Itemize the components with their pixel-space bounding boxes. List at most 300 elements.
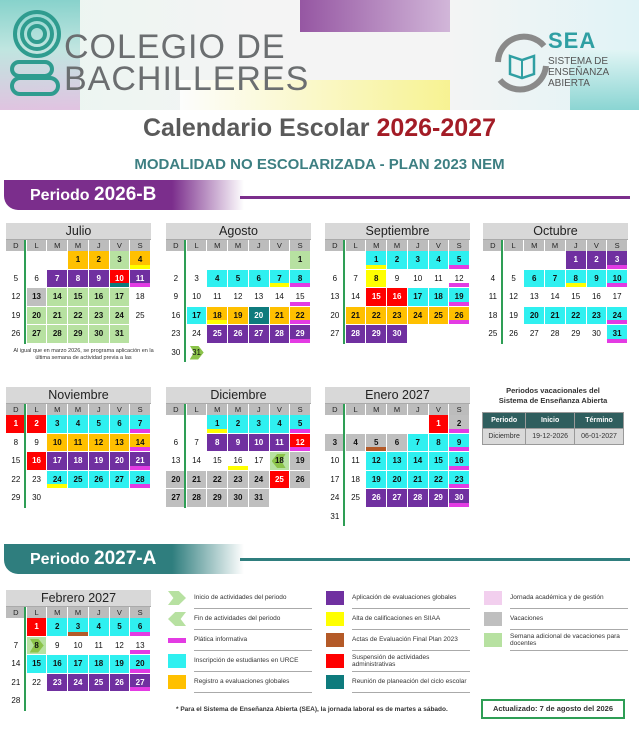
event-bar [130, 265, 150, 269]
empty-cell [346, 251, 367, 270]
event-bar [130, 283, 150, 287]
day-cell: 10 [110, 270, 131, 289]
day-cell: 17 [187, 307, 208, 326]
day-cell: 23 [166, 325, 187, 344]
day-cell: 22 [68, 307, 89, 326]
end-arrow-icon [168, 612, 186, 626]
legend-item: Registro a evaluaciones globales [168, 672, 314, 692]
day-cell: 11 [346, 452, 367, 471]
empty-cell [504, 251, 525, 270]
day-cell: 13 [110, 434, 131, 453]
day-cell: 22 [366, 307, 387, 326]
day-header: M [47, 404, 68, 415]
week-rule [184, 240, 186, 362]
day-cell: 31 [187, 344, 208, 363]
day-cell: 17 [68, 655, 89, 674]
day-cell: 29 [429, 489, 450, 508]
day-cell: 28 [346, 325, 367, 344]
day-cell: 11 [68, 434, 89, 453]
day-cell: 22 [6, 471, 27, 490]
day-cell: 27 [524, 325, 545, 344]
day-cell: 25 [270, 471, 291, 490]
day-cell: 28 [187, 489, 208, 508]
legend-item: Vacaciones [484, 609, 630, 629]
week-rule [343, 240, 345, 344]
month-enero [325, 387, 470, 526]
day-cell: 8 [207, 434, 228, 453]
day-cell: 12 [228, 288, 249, 307]
empty-cell [130, 325, 151, 344]
empty-cell [130, 489, 151, 508]
day-cell: 26 [110, 674, 131, 693]
day-cell: 12 [366, 452, 387, 471]
day-header: D [325, 240, 346, 251]
day-cell: 2 [27, 415, 48, 434]
start-arrow-icon [168, 591, 186, 605]
day-cell: 11 [483, 288, 504, 307]
day-cell: 27 [166, 489, 187, 508]
day-header: M [228, 404, 249, 415]
day-header: M [68, 607, 89, 618]
vac-header-inicio: Inicio [526, 413, 575, 429]
month-name: Agosto [166, 223, 311, 240]
day-cell: 24 [187, 325, 208, 344]
day-cell: 12 [504, 288, 525, 307]
empty-cell [27, 251, 48, 270]
day-cell: 27 [130, 674, 151, 693]
day-cell: 7 [270, 270, 291, 289]
day-cell: 9 [587, 270, 608, 289]
day-cell: 2 [449, 415, 470, 434]
day-cell: 22 [566, 307, 587, 326]
vac-header-periodo: Periodo [483, 413, 526, 429]
day-header: L [27, 607, 48, 618]
event-bar [449, 447, 469, 451]
day-cell: 4 [346, 434, 367, 453]
month-diciembre [166, 387, 311, 508]
empty-cell [249, 251, 270, 270]
week-rule [24, 404, 26, 508]
empty-cell [89, 692, 110, 711]
day-cell: 10 [47, 434, 68, 453]
event-bar [607, 283, 627, 287]
day-cell: 9 [89, 270, 110, 289]
day-cell: 3 [187, 270, 208, 289]
empty-cell [429, 325, 450, 344]
footer-note: * Para el Sistema de Enseñanza Abierta (SEA), la jornada laboral es de martes a sábado. [176, 706, 448, 713]
legend-item: Semana adicional de vacaciones para docentes [484, 630, 630, 650]
day-cell: 20 [110, 452, 131, 471]
day-cell: 5 [449, 251, 470, 270]
day-cell: 24 [68, 674, 89, 693]
day-cell: 9 [27, 434, 48, 453]
day-cell: 13 [166, 452, 187, 471]
vacations-table [482, 386, 624, 445]
day-header: M [387, 240, 408, 251]
day-cell: 24 [408, 307, 429, 326]
day-cell: 7 [545, 270, 566, 289]
empty-cell [187, 415, 208, 434]
day-cell: 15 [207, 452, 228, 471]
empty-cell [207, 251, 228, 270]
day-cell: 10 [68, 637, 89, 656]
event-bar [366, 447, 386, 451]
day-cell: 6 [387, 434, 408, 453]
day-header: S [290, 404, 311, 415]
day-cell: 16 [228, 452, 249, 471]
day-cell: 1 [429, 415, 450, 434]
day-cell: 11 [130, 270, 151, 289]
day-cell: 5 [290, 415, 311, 434]
day-cell: 1 [366, 251, 387, 270]
day-cell: 3 [68, 618, 89, 637]
day-cell: 26 [449, 307, 470, 326]
month-name: Julio [6, 223, 151, 240]
day-cell: 15 [27, 655, 48, 674]
day-cell: 4 [68, 415, 89, 434]
day-cell: 18 [207, 307, 228, 326]
day-cell: 1 [68, 251, 89, 270]
day-cell: 4 [89, 618, 110, 637]
empty-cell [228, 251, 249, 270]
day-header: L [27, 240, 48, 251]
day-cell: 5 [228, 270, 249, 289]
day-cell: 18 [130, 288, 151, 307]
empty-cell [366, 415, 387, 434]
empty-cell [47, 692, 68, 711]
legend-item: Reunión de planeación del ciclo escolar [326, 672, 472, 692]
day-cell: 5 [366, 434, 387, 453]
day-cell: 26 [504, 325, 525, 344]
day-cell: 2 [228, 415, 249, 434]
day-cell: 25 [483, 325, 504, 344]
day-header: V [587, 240, 608, 251]
day-cell: 8 [290, 270, 311, 289]
day-cell: 14 [47, 288, 68, 307]
event-bar [130, 650, 150, 654]
empty-cell [270, 344, 291, 363]
day-header: D [483, 240, 504, 251]
event-bar [566, 283, 586, 287]
event-bar [47, 484, 67, 488]
day-cell: 23 [27, 471, 48, 490]
day-cell: 3 [249, 415, 270, 434]
day-cell: 9 [47, 637, 68, 656]
day-cell: 18 [68, 452, 89, 471]
day-cell: 17 [249, 452, 270, 471]
event-bar [607, 265, 627, 269]
day-cell: 25 [130, 307, 151, 326]
legend-item: Inscripción de estudiantes en URCE [168, 651, 314, 671]
day-header: V [270, 240, 291, 251]
day-cell: 30 [387, 325, 408, 344]
day-header: D [166, 404, 187, 415]
week-rule [343, 404, 345, 526]
day-cell: 8 [27, 637, 48, 656]
legend-rule [510, 650, 628, 651]
day-cell: 30 [89, 325, 110, 344]
sea-title: SEA [548, 28, 597, 53]
day-header: M [47, 240, 68, 251]
vacations-title: Periodos vacacionales del Sistema de Enseñanza Abierta [498, 386, 608, 405]
day-cell: 21 [47, 307, 68, 326]
legend-swatch [326, 633, 344, 647]
day-cell: 4 [270, 415, 291, 434]
day-cell: 15 [429, 452, 450, 471]
week-rule [24, 240, 26, 344]
day-cell: 15 [68, 288, 89, 307]
day-cell: 11 [270, 434, 291, 453]
day-cell: 7 [130, 415, 151, 434]
day-cell: 20 [130, 655, 151, 674]
day-cell: 27 [325, 325, 346, 344]
empty-cell [270, 251, 291, 270]
day-cell: 23 [47, 674, 68, 693]
day-cell: 6 [130, 618, 151, 637]
day-cell: 30 [27, 489, 48, 508]
day-header: J [249, 240, 270, 251]
day-cell: 1 [566, 251, 587, 270]
event-bar [290, 339, 310, 343]
day-header: M [366, 240, 387, 251]
day-cell: 16 [166, 307, 187, 326]
day-cell: 12 [290, 434, 311, 453]
day-cell: 3 [325, 434, 346, 453]
day-cell: 13 [27, 288, 48, 307]
day-cell: 18 [89, 655, 110, 674]
day-cell: 9 [166, 288, 187, 307]
day-cell: 30 [166, 344, 187, 363]
event-bar [366, 265, 386, 269]
day-cell: 23 [387, 307, 408, 326]
day-cell: 29 [6, 489, 27, 508]
day-cell: 6 [27, 270, 48, 289]
julio-note: Al igual que en marzo 2026, se programa aplicación en la última semana de actividad previa a las [13, 348, 154, 361]
month-name: Diciembre [166, 387, 311, 404]
day-cell: 26 [366, 489, 387, 508]
day-cell: 19 [110, 655, 131, 674]
day-cell: 18 [429, 288, 450, 307]
day-cell: 16 [587, 288, 608, 307]
day-cell: 14 [346, 288, 367, 307]
day-cell: 30 [449, 489, 470, 508]
day-cell: 4 [483, 270, 504, 289]
day-cell: 14 [6, 655, 27, 674]
empty-cell [429, 508, 450, 527]
day-header: M [387, 404, 408, 415]
vac-inicio: 19-12-2026 [526, 429, 575, 445]
event-bar [228, 466, 248, 470]
day-header: S [130, 607, 151, 618]
day-cell: 10 [325, 452, 346, 471]
day-cell: 24 [47, 471, 68, 490]
day-cell: 23 [449, 471, 470, 490]
day-cell: 9 [449, 434, 470, 453]
day-cell: 28 [130, 471, 151, 490]
legend-swatch [484, 591, 502, 605]
brand-line-1: COLEGIO DE [64, 28, 286, 66]
day-cell: 19 [449, 288, 470, 307]
empty-cell [290, 344, 311, 363]
month-name: Febrero 2027 [6, 590, 151, 607]
month-julio [6, 223, 151, 344]
day-cell: 26 [89, 471, 110, 490]
day-cell: 19 [366, 471, 387, 490]
day-cell: 31 [110, 325, 131, 344]
empty-cell [47, 251, 68, 270]
day-cell: 21 [408, 471, 429, 490]
day-cell: 25 [346, 489, 367, 508]
day-cell: 12 [449, 270, 470, 289]
empty-cell [387, 508, 408, 527]
day-cell: 17 [325, 471, 346, 490]
day-cell: 12 [6, 288, 27, 307]
day-header: L [346, 240, 367, 251]
legend-item: Aplicación de evaluaciones globales [326, 588, 472, 608]
day-cell: 19 [89, 452, 110, 471]
day-cell: 28 [408, 489, 429, 508]
event-bar [130, 484, 150, 488]
day-cell: 2 [387, 251, 408, 270]
empty-cell [545, 251, 566, 270]
day-cell: 15 [366, 288, 387, 307]
sea-subtitle: SISTEMA DE ENSEÑANZA ABIERTA [548, 56, 610, 89]
empty-cell [47, 489, 68, 508]
legend-swatch [484, 633, 502, 647]
day-cell: 27 [110, 471, 131, 490]
event-bar [130, 669, 150, 673]
legend-item: Alta de calificaciones en SIIAA [326, 609, 472, 629]
empty-cell [449, 508, 470, 527]
empty-cell [249, 344, 270, 363]
day-cell: 26 [228, 325, 249, 344]
event-bar [207, 429, 227, 433]
day-cell: 16 [449, 452, 470, 471]
day-cell: 13 [325, 288, 346, 307]
day-cell: 17 [110, 288, 131, 307]
day-cell: 6 [325, 270, 346, 289]
day-cell: 5 [89, 415, 110, 434]
event-bar [290, 447, 310, 451]
legend-swatch [326, 654, 344, 668]
empty-cell [270, 489, 291, 508]
day-cell: 8 [68, 270, 89, 289]
day-header: M [68, 240, 89, 251]
legend-swatch [484, 612, 502, 626]
day-cell: 1 [27, 618, 48, 637]
day-header: S [607, 240, 628, 251]
empty-cell [110, 489, 131, 508]
day-cell: 8 [566, 270, 587, 289]
page-title: Calendario Escolar 2026-2027 [143, 114, 496, 142]
event-bar [130, 429, 150, 433]
day-cell: 17 [408, 288, 429, 307]
event-bar [130, 687, 150, 691]
day-cell: 4 [130, 251, 151, 270]
event-bar [290, 302, 310, 306]
day-header: D [6, 240, 27, 251]
month-name: Enero 2027 [325, 387, 470, 404]
day-header: M [207, 240, 228, 251]
period-2026b-band: Periodo 2026-B [4, 180, 244, 210]
day-header: D [6, 607, 27, 618]
day-cell: 29 [566, 325, 587, 344]
day-cell: 4 [429, 251, 450, 270]
day-cell: 24 [110, 307, 131, 326]
day-cell: 31 [607, 325, 628, 344]
day-cell: 13 [524, 288, 545, 307]
day-header: V [429, 240, 450, 251]
day-cell: 21 [6, 674, 27, 693]
day-header: D [325, 404, 346, 415]
day-header: J [408, 404, 429, 415]
legend-item: Actas de Evaluación Final Plan 2023 [326, 630, 472, 650]
week-rule [24, 607, 26, 711]
empty-cell [346, 415, 367, 434]
event-bar [607, 339, 627, 343]
day-cell: 29 [207, 489, 228, 508]
month-agosto [166, 223, 311, 362]
day-cell: 20 [249, 307, 270, 326]
vac-termino: 06-01-2027 [575, 429, 624, 445]
legend-rule [352, 692, 470, 693]
day-cell: 10 [249, 434, 270, 453]
day-cell: 22 [429, 471, 450, 490]
day-cell: 28 [545, 325, 566, 344]
day-cell: 18 [270, 452, 291, 471]
day-header: M [47, 607, 68, 618]
day-cell: 5 [110, 618, 131, 637]
day-cell: 8 [429, 434, 450, 453]
empty-cell [187, 251, 208, 270]
day-cell: 20 [166, 471, 187, 490]
day-cell: 20 [27, 307, 48, 326]
day-header: D [166, 240, 187, 251]
day-cell: 27 [27, 325, 48, 344]
day-cell: 7 [346, 270, 367, 289]
day-header: S [449, 404, 470, 415]
day-header: V [110, 607, 131, 618]
day-header: M [207, 404, 228, 415]
empty-cell [228, 344, 249, 363]
updated-badge: Actualizado: 7 de agosto del 2026 [481, 699, 625, 719]
day-header: J [89, 240, 110, 251]
day-cell: 17 [607, 288, 628, 307]
day-cell: 20 [524, 307, 545, 326]
day-header: J [249, 404, 270, 415]
day-cell: 10 [408, 270, 429, 289]
empty-cell [207, 344, 228, 363]
day-cell: 3 [408, 251, 429, 270]
day-cell: 9 [228, 434, 249, 453]
day-header: J [89, 607, 110, 618]
day-cell: 19 [290, 452, 311, 471]
day-cell: 24 [249, 471, 270, 490]
header-banner [0, 0, 639, 110]
day-cell: 21 [187, 471, 208, 490]
day-cell: 2 [587, 251, 608, 270]
empty-cell [524, 251, 545, 270]
month-febrero [6, 590, 151, 711]
day-cell: 3 [47, 415, 68, 434]
day-cell: 7 [47, 270, 68, 289]
legend-swatch [326, 591, 344, 605]
day-cell: 2 [166, 270, 187, 289]
month-name: Noviembre [6, 387, 151, 404]
event-bar [607, 320, 627, 324]
legend-swatch [326, 612, 344, 626]
day-cell: 25 [68, 471, 89, 490]
